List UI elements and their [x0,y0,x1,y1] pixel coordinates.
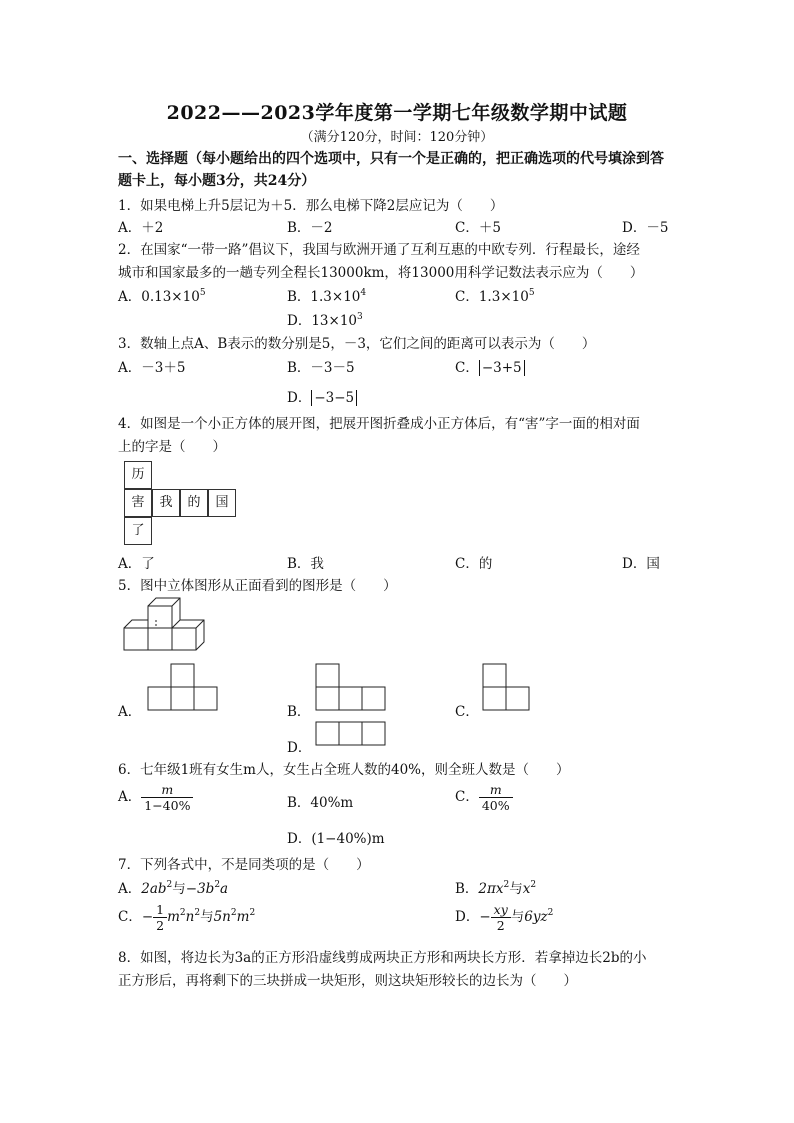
q4-option-c: C．的 [455,556,493,572]
q2-option-b: B．$1.3\times 10^4$ [287,288,367,305]
q8-stem-line1: 8．如图，将边长为3a的正方形沿虚线剪成两块正方形和两块长方形．若拿掉边长2b的小 [118,950,647,966]
q5-option-a-figure [148,663,218,711]
q5-stem: 5．图中立体图形从正面看到的图形是（ ） [118,578,397,594]
q4-stem-line1: 4．如图是一个小正方体的展开图，把展开图折叠成小正方体后，有“害”字一面的相对面 [118,416,640,432]
q6-stem: 6．七年级1班有女生m人，女生占全班人数的40%，则全班人数是（ ） [118,762,570,778]
q5-option-b-figure [316,663,386,711]
q1-option-b: B．－2 [287,220,333,236]
q1-stem: 1．如果电梯上升5层记为＋5．那么电梯下降2层应记为（ ） [118,198,504,214]
q7-stem: 7．下列各式中，不是同类项的是（ ） [118,857,370,873]
q2-stem-line1: 2．在国家“一带一路”倡议下，我国与欧洲开通了互利互惠的中欧专列．行程最长，途经 [118,242,640,258]
q4-option-d: D．国 [622,556,660,572]
q5-option-d-figure [316,721,386,747]
q4-option-b: B．我 [287,556,324,572]
net-cell-row-3: 的 [180,489,208,517]
q6-option-a: A． $\frac{m}{1-40\%}$ [118,782,193,813]
q5-option-a-label: A． [118,704,142,720]
q5-option-c-figure [483,663,531,711]
q2-stem-line2: 城市和国家最多的一趟专列全程长13000km，将13000用科学记数法表示应为（ ） [118,265,644,281]
q5-option-b-label: B． [287,704,311,720]
q6-option-b: B．40%m [287,795,354,811]
q4-option-a: A．了 [118,556,155,572]
net-cell-row-2: 我 [152,489,180,517]
q5-option-c-label: C． [455,704,479,720]
q7-option-b: B．$2\pi x^2$与$x^2$ [455,880,537,897]
q7-option-a: A．$2ab^2$与$-3b^2a$ [118,880,229,897]
q4-stem-line2: 上的字是（ ） [118,439,226,455]
q6-option-d: D．(1−40%)m [287,831,385,847]
q3-option-a: A．－3＋5 [118,360,186,376]
q2-option-c: C．$1.3\times 10^5$ [455,288,535,305]
page-title: 2022——2023学年度第一学期七年级数学期中试题 [166,102,628,124]
q7-option-d: D．− $\frac{xy}{2}$ 与$6yz^2$ [455,902,554,933]
q6-option-c: C． $\frac{m}{40\%}$ [455,782,513,813]
q2-option-d: D．$13\times 10^3$ [287,312,363,329]
net-cell-row-4: 国 [208,489,236,517]
section-heading-line1: 一、选择题（每小题给出的四个选项中，只有一个是正确的，把正确选项的代号填涂到答 [118,151,664,167]
net-cell-row-1: 害 [124,489,152,517]
q3-option-b: B．－3－5 [287,360,355,376]
q5-option-d-label: D． [287,740,312,756]
q7-option-c: C．− $\frac{1}{2}$ $m^2n^2$与$5n^2m^2$ [118,902,256,933]
q3-option-d: D． −3−5 [287,386,357,406]
net-cell-top: 历 [124,461,152,489]
q1-option-d: D．－5 [622,220,669,236]
section-heading-line2: 题卡上，每小题3分，共24分） [118,173,316,189]
q2-option-a: A．$0.13\times 10^5$ [118,288,206,305]
solid-figure [124,598,214,656]
net-cell-bottom: 了 [124,517,152,545]
q1-option-a: A．＋2 [118,220,164,236]
q8-stem-line2: 正方形后，再将剩下的三块拼成一块矩形，则这块矩形较长的边长为（ ） [118,973,577,989]
q3-stem: 3．数轴上点A、B表示的数分别是5，－3，它们之间的距离可以表示为（ ） [118,336,596,352]
q1-option-c: C．＋5 [455,220,501,236]
q3-option-c: C． −3+5 [455,356,525,376]
page-subtitle: （满分120分，时间：120分钟） [300,130,494,145]
